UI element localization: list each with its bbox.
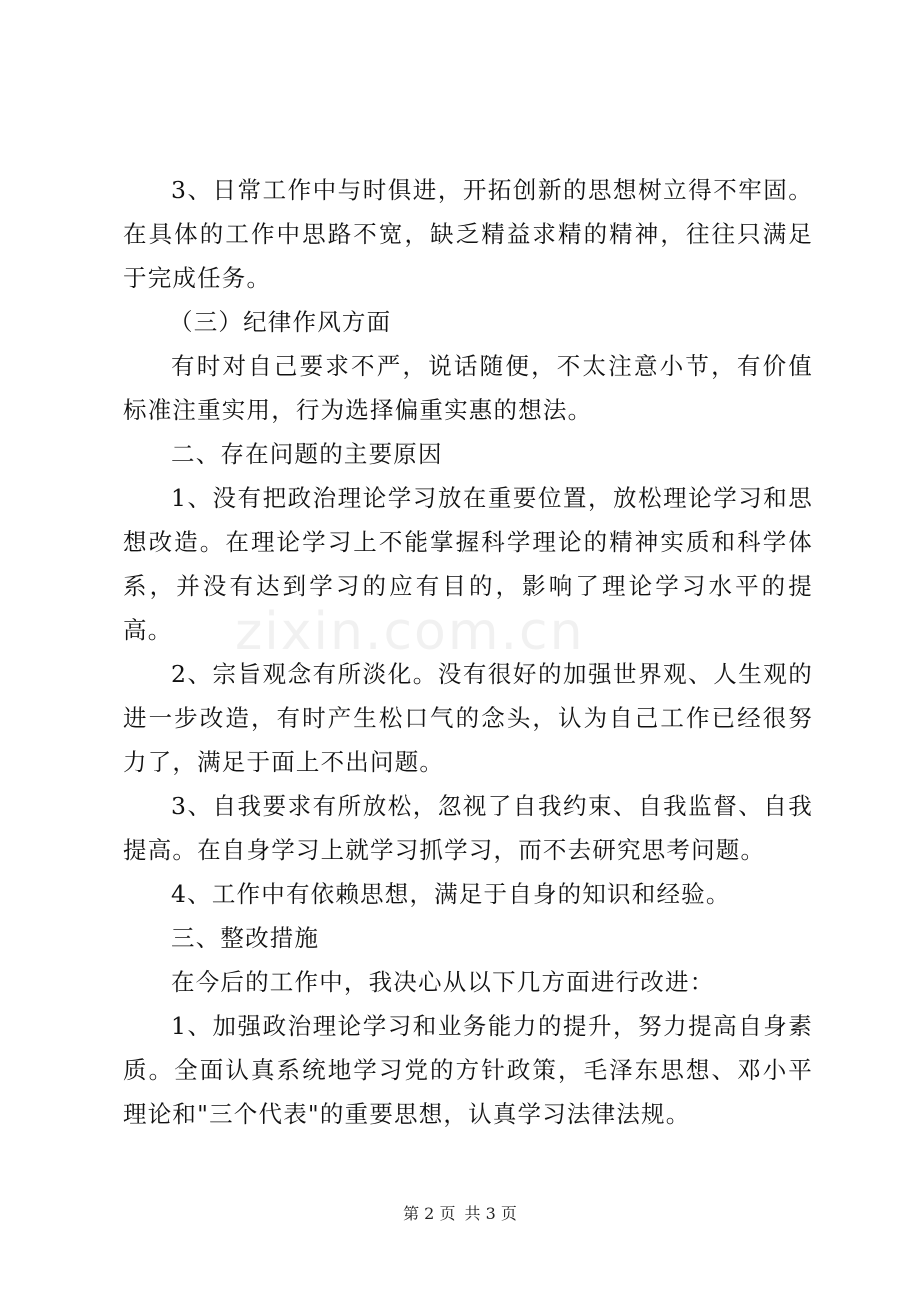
page-total: 共 3 页 xyxy=(464,1204,517,1223)
paragraph-discipline: 有时对自己要求不严，说话随便，不太注意小节，有价值标准注重实用，行为选择偏重实惠的想法。 xyxy=(123,352,813,424)
section-heading-causes: 二、存在问题的主要原因 xyxy=(171,440,443,468)
page-number: 第 2 页 xyxy=(403,1204,456,1223)
paragraph-measure-1: 1、加强政治理论学习和业务能力的提升，努力提高自身素质。全面认真系统地学习党的方针政策，毛泽东思想、邓小平理论和"三个代表"的重要思想，认真学习法律法规。 xyxy=(123,1012,813,1128)
page-footer xyxy=(0,1201,920,1224)
paragraph-cause-4: 4、工作中有依赖思想，满足于自身的知识和经验。 xyxy=(171,880,731,908)
document-body xyxy=(123,168,813,1136)
paragraph-item-3-innovation: 3、日常工作中与时俱进，开拓创新的思想树立得不牢固。在具体的工作中思路不宽，缺乏精益求精的精神，往往只满足于完成任务。 xyxy=(123,176,813,292)
paragraph-cause-3: 3、自我要求有所放松，忽视了自我约束、自我监督、自我提高。在自身学习上就学习抓学习，而不去研究思考问题。 xyxy=(123,792,813,864)
paragraph-cause-1: 1、没有把政治理论学习放在重要位置，放松理论学习和思想改造。在理论学习上不能掌握科学理论的精神实质和科学体系，并没有达到学习的应有目的，影响了理论学习水平的提高。 xyxy=(123,484,813,644)
paragraph-measures-intro: 在今后的工作中，我决心从以下几方面进行改进： xyxy=(171,968,715,996)
watermark: zixin.com.cn xyxy=(235,602,585,662)
paragraph-cause-2: 2、宗旨观念有所淡化。没有很好的加强世界观、人生观的进一步改造，有时产生松口气的念头，认为自己工作已经很努力了，满足于面上不出问题。 xyxy=(123,660,813,776)
section-heading-discipline: （三）纪律作风方面 xyxy=(169,308,392,336)
section-heading-measures: 三、整改措施 xyxy=(171,924,320,952)
